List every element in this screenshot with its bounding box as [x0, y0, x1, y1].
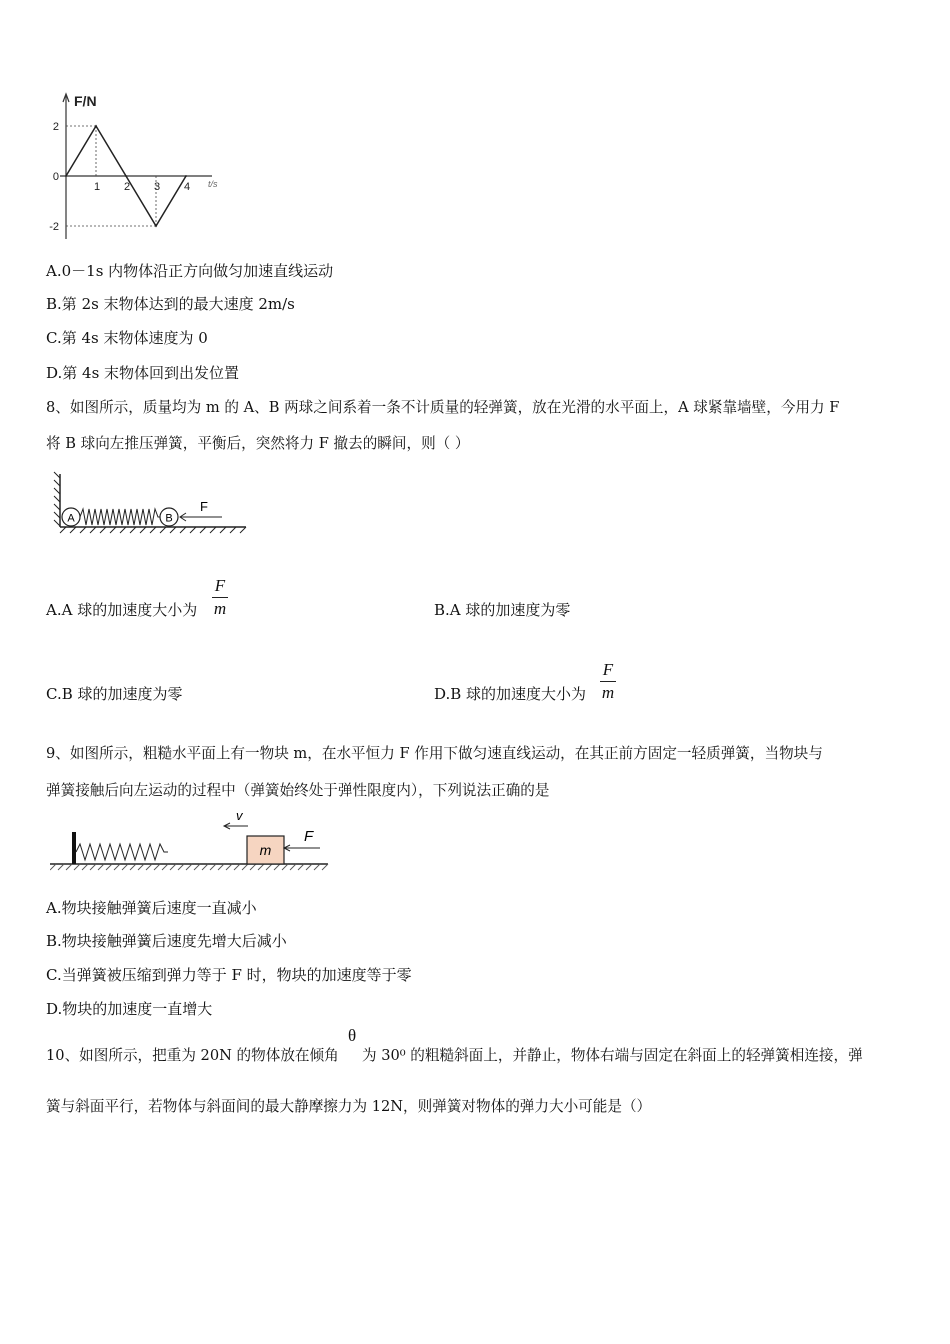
x-axis-label: t/s: [208, 179, 218, 189]
block-spring-figure: [50, 812, 330, 874]
q9-option-c[interactable]: C.当弹簧被压缩到弹力等于 F 时，物块的加速度等于零: [46, 966, 412, 984]
q9-option-d[interactable]: D.物块的加速度一直增大: [46, 1000, 213, 1018]
q8-stem-line2: 将 B 球向左推压弹簧，平衡后，突然将力 F 撤去的瞬间，则（ ）: [46, 435, 470, 452]
data-point: [65, 175, 67, 177]
y-axis-label: F/N: [74, 93, 97, 109]
q8-option-b[interactable]: B.A 球的加速度为零: [434, 601, 571, 619]
q9-stem-line1: 9、如图所示，粗糙水平面上有一物块 m，在水平恒力 F 作用下做匀速直线运动，在其正前方固定一轻质弹簧，当物块与: [46, 745, 823, 762]
q9-stem-line2: 弹簧接触后向左运动的过程中（弹簧始终处于弹性限度内），下列说法正确的是: [46, 782, 550, 799]
data-point: [155, 225, 157, 227]
force-time-graph: [40, 88, 230, 248]
y-tick-label: -2: [49, 221, 59, 233]
q7-option-c[interactable]: C.第 4s 末物体速度为 0: [46, 329, 208, 347]
x-tick-label: 4: [183, 181, 191, 193]
data-point: [125, 175, 127, 177]
q10-stem-line1a: 10、如图所示，把重为 20N 的物体放在倾角: [46, 1047, 339, 1064]
spring: [80, 509, 160, 525]
q8-option-d-fraction: F m: [601, 660, 615, 702]
q8-option-c[interactable]: C.B 球的加速度为零: [46, 685, 183, 703]
q8-option-a[interactable]: A.A 球的加速度大小为: [46, 601, 198, 619]
ball-b-label: B: [165, 512, 173, 525]
q8-option-d[interactable]: D.B 球的加速度大小为: [434, 685, 587, 703]
theta-symbol: θ: [348, 1026, 357, 1045]
ball-a-label: A: [67, 512, 75, 525]
velocity-label: v: [236, 812, 243, 823]
force-label: F: [200, 499, 208, 514]
y-tick-label: 2: [52, 121, 59, 133]
q8-option-a-fraction: F m: [213, 576, 227, 618]
q7-option-d[interactable]: D.第 4s 末物体回到出发位置: [46, 364, 240, 382]
q10-stem-line1b: 为 30⁰ 的粗糙斜面上，并静止，物体右端与固定在斜面上的轻弹簧相连接，弹: [362, 1047, 863, 1064]
q9-option-b[interactable]: B.物块接触弹簧后速度先增大后减小: [46, 932, 287, 950]
spring: [76, 844, 168, 860]
y-tick-label: 0: [52, 171, 59, 183]
x-tick-label: 3: [153, 181, 161, 193]
q8-stem-line1: 8、如图所示，质量均为 m 的 A、B 两球之间系着一条不计质量的轻弹簧，放在光滑的水平面上，A 球紧靠墙壁，今用力 F: [46, 399, 840, 416]
spring-balls-figure: [50, 470, 250, 534]
q9-option-a[interactable]: A.物块接触弹簧后速度一直减小: [46, 899, 257, 917]
x-tick-label: 2: [123, 181, 131, 193]
block-label: m: [259, 842, 272, 858]
force-label: F: [304, 828, 314, 845]
spring-support: [72, 832, 76, 864]
q7-option-b[interactable]: B.第 2s 末物体达到的最大速度 2m/s: [46, 295, 295, 313]
q7-option-a[interactable]: A.0－1s 内物体沿正方向做匀加速直线运动: [46, 262, 334, 280]
data-point: [95, 125, 97, 127]
q10-stem-line2: 簧与斜面平行，若物体与斜面间的最大静摩擦力为 12N，则弹簧对物体的弹力大小可能是（）: [46, 1098, 652, 1115]
data-point: [185, 175, 187, 177]
x-tick-label: 1: [93, 181, 101, 193]
